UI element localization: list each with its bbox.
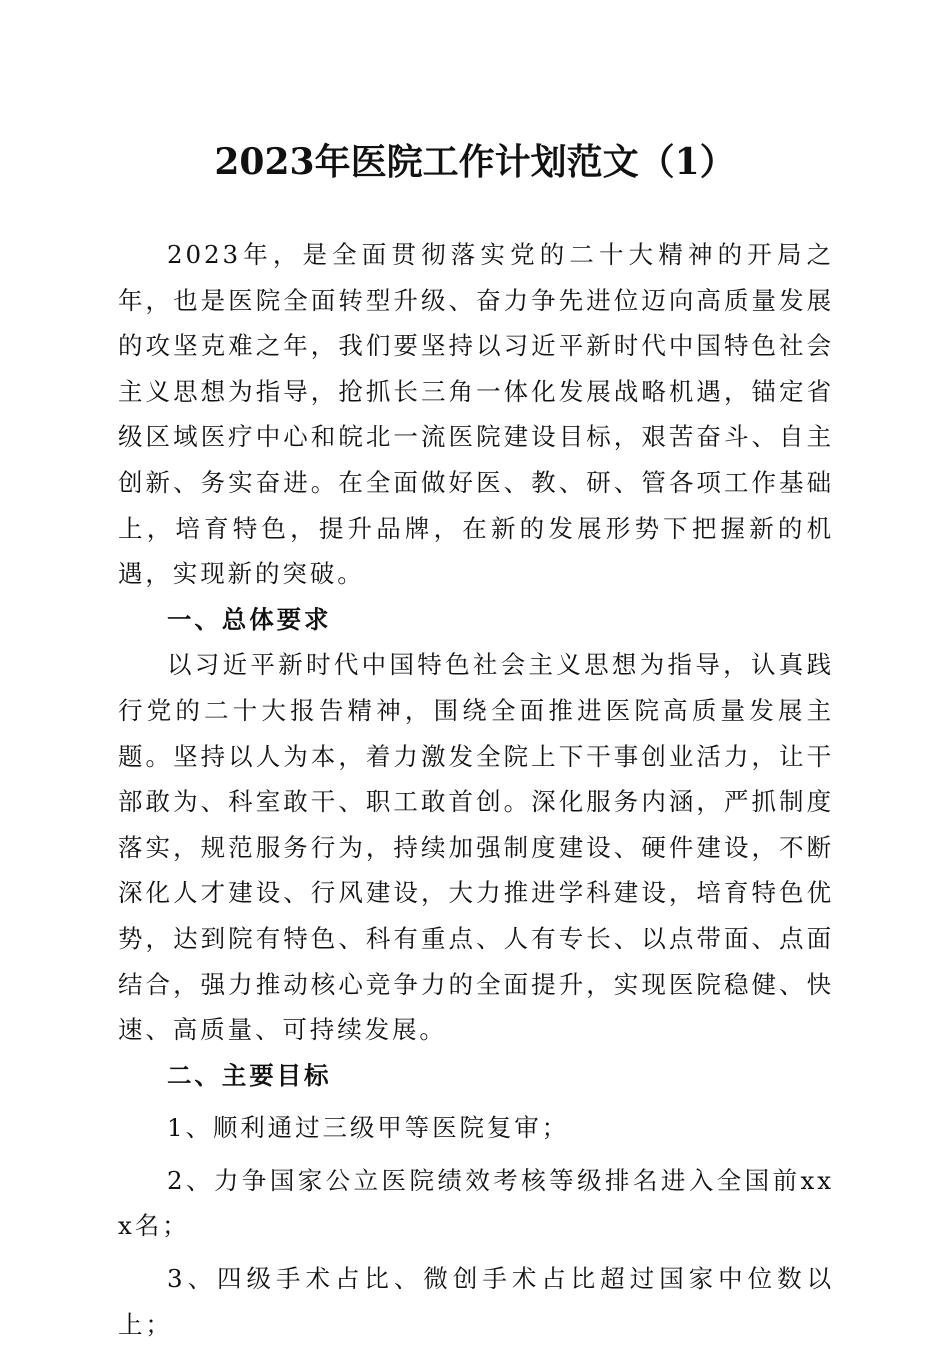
section-heading-general-requirements: 一、总体要求 bbox=[167, 604, 332, 634]
document-body bbox=[118, 232, 834, 1347]
goal-item: 1、顺利通过三级甲等医院复审； bbox=[167, 1113, 570, 1143]
intro-paragraph: 2023年，是全面贯彻落实党的二十大精神的开局之年，也是医院全面转型升级、奋力争先进位迈向高质量发展的攻坚克难之年，我们要坚持以习近平新时代中国特色社会主义思想为指导，抢抓长三角一体化发展战略机遇，锚定省级区域医疗中心和皖北一流医院建设目标，艰苦奋斗、自主创新、务实奋进。在全面做好医、教、研、管各项工作基础上，培育特色，提升品牌，在新的发展形势下把握新的机遇，实现新的突破。 bbox=[118, 240, 834, 589]
section-heading-main-goals: 二、主要目标 bbox=[167, 1060, 332, 1090]
goal-item: 2、力争国家公立医院绩效考核等级排名进入全国前xxx名； bbox=[118, 1165, 834, 1241]
goal-item: 3、四级手术占比、微创手术占比超过国家中位数以上； bbox=[118, 1264, 834, 1339]
general-requirements-paragraph: 以习近平新时代中国特色社会主义思想为指导，认真践行党的二十大报告精神，围绕全面推进医院高质量发展主题。坚持以人为本，着力激发全院上下干事创业活力，让干部敢为、科室敢干、职工敢首创。深化服务内涵，严抓制度落实，规范服务行为，持续加强制度建设、硬件建设，不断深化人才建设、行风建设，大力推进学科建设，培育特色优势，达到院有特色、科有重点、人有专长、以点带面、点面结合，强力推动核心竞争力的全面提升，实现医院稳健、快速、高质量、可持续发展。 bbox=[118, 650, 834, 1045]
document-title: 2023年医院工作计划范文（1） bbox=[214, 141, 736, 183]
